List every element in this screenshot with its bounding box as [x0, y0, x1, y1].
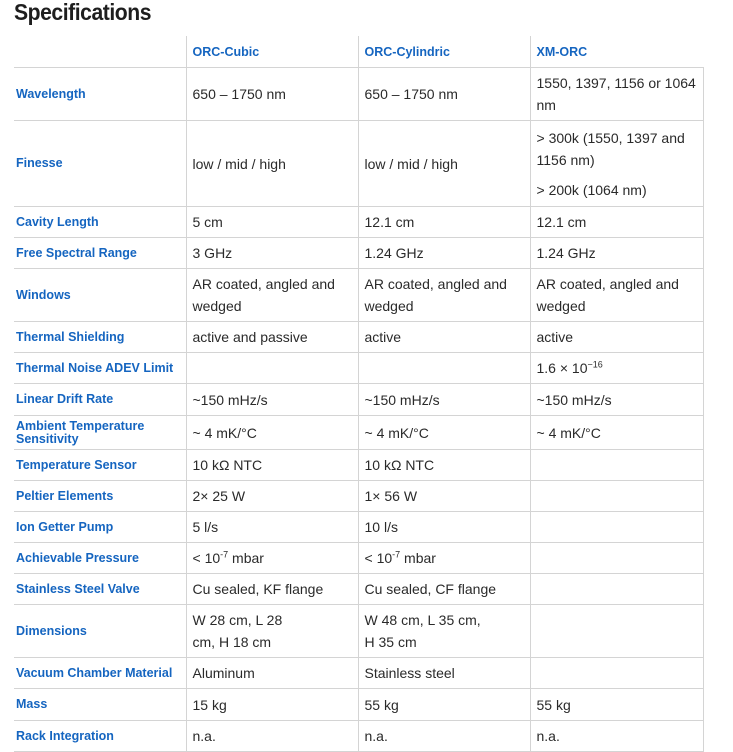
- cell-xm-orc: ~ 4 mK/°C: [530, 416, 703, 450]
- row-label: Thermal Noise ADEV Limit: [14, 353, 186, 384]
- row-label: Cavity Length: [14, 207, 186, 238]
- cell-orc-cubic: AR coated, angled and wedged: [186, 269, 358, 322]
- cell-orc-cubic: ~ 4 mK/°C: [186, 416, 358, 450]
- cell-orc-cubic: [186, 353, 358, 384]
- cell-orc-cubic: low / mid / high: [186, 121, 358, 207]
- cell-orc-cylindric: [358, 353, 530, 384]
- cell-orc-cubic: 15 kg: [186, 689, 358, 721]
- page-title: Specifications: [14, 0, 152, 25]
- table-row-thermal-shielding: [14, 322, 703, 353]
- table-row-vacuum-chamber-material: [14, 658, 703, 689]
- table-row-achievable-pressure: [14, 543, 703, 574]
- cell-orc-cubic: 5 cm: [186, 207, 358, 238]
- cell-orc-cylindric: active: [358, 322, 530, 353]
- table-row-peltier-elements: [14, 481, 703, 512]
- row-label: Wavelength: [14, 68, 186, 121]
- cell-orc-cubic: [186, 543, 358, 574]
- cell-xm-orc: [530, 605, 703, 658]
- row-label: Achievable Pressure: [14, 543, 186, 574]
- column-header-orc-cubic: ORC-Cubic: [186, 36, 358, 68]
- cell-orc-cubic: 2× 25 W: [186, 481, 358, 512]
- cell-orc-cylindric: [358, 543, 530, 574]
- specifications-table: [14, 36, 704, 752]
- row-label: Dimensions: [14, 605, 186, 658]
- cell-xm-orc: ~150 mHz/s: [530, 384, 703, 416]
- cell-orc-cylindric: 10 kΩ NTC: [358, 450, 530, 481]
- cell-xm-orc: [530, 543, 703, 574]
- cell-orc-cylindric: ~150 mHz/s: [358, 384, 530, 416]
- table-row-temperature-sensor: [14, 450, 703, 481]
- adev-base: 1.6 × 10: [536, 360, 588, 376]
- cell-xm-orc: 55 kg: [530, 689, 703, 721]
- cell-orc-cylindric: 1.24 GHz: [358, 238, 530, 269]
- header-empty: [14, 36, 186, 68]
- cell-xm-orc: 1.24 GHz: [530, 238, 703, 269]
- cell-orc-cylindric: ~ 4 mK/°C: [358, 416, 530, 450]
- row-label: Peltier Elements: [14, 481, 186, 512]
- cell-orc-cubic: Aluminum: [186, 658, 358, 689]
- cell-orc-cubic: 5 l/s: [186, 512, 358, 543]
- row-label: Ambient Temperature Sensitivity: [14, 416, 186, 450]
- cell-orc-cylindric: Cu sealed, CF flange: [358, 574, 530, 605]
- table-row-ambient-temperature-sensitivity: [14, 416, 703, 450]
- cell-orc-cylindric: 55 kg: [358, 689, 530, 721]
- row-label: Rack Integration: [14, 721, 186, 752]
- cell-xm-orc: [530, 481, 703, 512]
- row-label: Linear Drift Rate: [14, 384, 186, 416]
- pressure-base: < 10: [192, 550, 221, 566]
- pressure-base: < 10: [364, 550, 393, 566]
- pressure-unit: mbar: [228, 550, 264, 566]
- table-row-dimensions: [14, 605, 703, 658]
- cell-orc-cylindric: n.a.: [358, 721, 530, 752]
- column-header-orc-cylindric: ORC-Cylindric: [358, 36, 530, 68]
- cell-orc-cylindric: 10 l/s: [358, 512, 530, 543]
- cell-orc-cylindric: AR coated, angled and wedged: [358, 269, 530, 322]
- table-row-stainless-steel-valve: [14, 574, 703, 605]
- cell-xm-orc: [530, 450, 703, 481]
- table-row-thermal-noise-adev-limit: [14, 353, 703, 384]
- cell-orc-cylindric: W 48 cm, L 35 cm, H 35 cm: [358, 605, 530, 658]
- row-label: Free Spectral Range: [14, 238, 186, 269]
- table-row-wavelength: [14, 68, 703, 121]
- table-row-finesse: [14, 121, 703, 207]
- cell-orc-cylindric: Stainless steel: [358, 658, 530, 689]
- cell-orc-cubic: 650 – 1750 nm: [186, 68, 358, 121]
- cell-xm-orc: [530, 658, 703, 689]
- cell-xm-orc: active: [530, 322, 703, 353]
- cell-xm-orc: n.a.: [530, 721, 703, 752]
- cell-xm-orc: 1550, 1397, 1156 or 1064 nm: [530, 68, 703, 121]
- cell-orc-cubic: 3 GHz: [186, 238, 358, 269]
- row-label: Temperature Sensor: [14, 450, 186, 481]
- pressure-exponent: -7: [220, 549, 229, 560]
- cell-xm-orc: AR coated, angled and wedged: [530, 269, 703, 322]
- cell-xm-orc: 12.1 cm: [530, 207, 703, 238]
- table-row-free-spectral-range: [14, 238, 703, 269]
- row-label: Thermal Shielding: [14, 322, 186, 353]
- table-row-rack-integration: [14, 721, 703, 752]
- pressure-exponent: -7: [392, 549, 401, 560]
- cell-xm-orc: [530, 121, 703, 207]
- table-row-cavity-length: [14, 207, 703, 238]
- table-header-row: [14, 36, 703, 68]
- cell-orc-cubic: active and passive: [186, 322, 358, 353]
- cell-orc-cubic: ~150 mHz/s: [186, 384, 358, 416]
- row-label: Windows: [14, 269, 186, 322]
- cell-xm-orc-line2: > 200k (1064 nm): [536, 181, 647, 198]
- cell-orc-cylindric: 650 – 1750 nm: [358, 68, 530, 121]
- row-label: Finesse: [14, 121, 186, 207]
- cell-orc-cylindric: 12.1 cm: [358, 207, 530, 238]
- row-label: Ion Getter Pump: [14, 512, 186, 543]
- cell-orc-cylindric: 1× 56 W: [358, 481, 530, 512]
- cell-xm-orc: [530, 512, 703, 543]
- table-row-ion-getter-pump: [14, 512, 703, 543]
- column-header-xm-orc: XM-ORC: [536, 44, 588, 59]
- pressure-unit: mbar: [400, 550, 436, 566]
- cell-orc-cylindric: low / mid / high: [358, 121, 530, 207]
- cell-xm-orc: [530, 353, 703, 384]
- row-label: Mass: [14, 689, 186, 721]
- cell-xm-orc: [530, 574, 703, 605]
- table-row-windows: [14, 269, 703, 322]
- table-row-mass: [14, 689, 703, 721]
- row-label: Stainless Steel Valve: [14, 574, 186, 605]
- cell-orc-cubic: n.a.: [186, 721, 358, 752]
- cell-orc-cubic: W 28 cm, L 28 cm, H 18 cm: [186, 605, 358, 658]
- table-row-linear-drift-rate: [14, 384, 703, 416]
- row-label: Vacuum Chamber Material: [14, 658, 186, 689]
- cell-xm-orc-line1: > 300k (1550, 1397 and 1156 nm): [536, 129, 685, 168]
- cell-orc-cubic: Cu sealed, KF flange: [186, 574, 358, 605]
- adev-exponent: −16: [587, 359, 603, 370]
- cell-orc-cubic: 10 kΩ NTC: [186, 450, 358, 481]
